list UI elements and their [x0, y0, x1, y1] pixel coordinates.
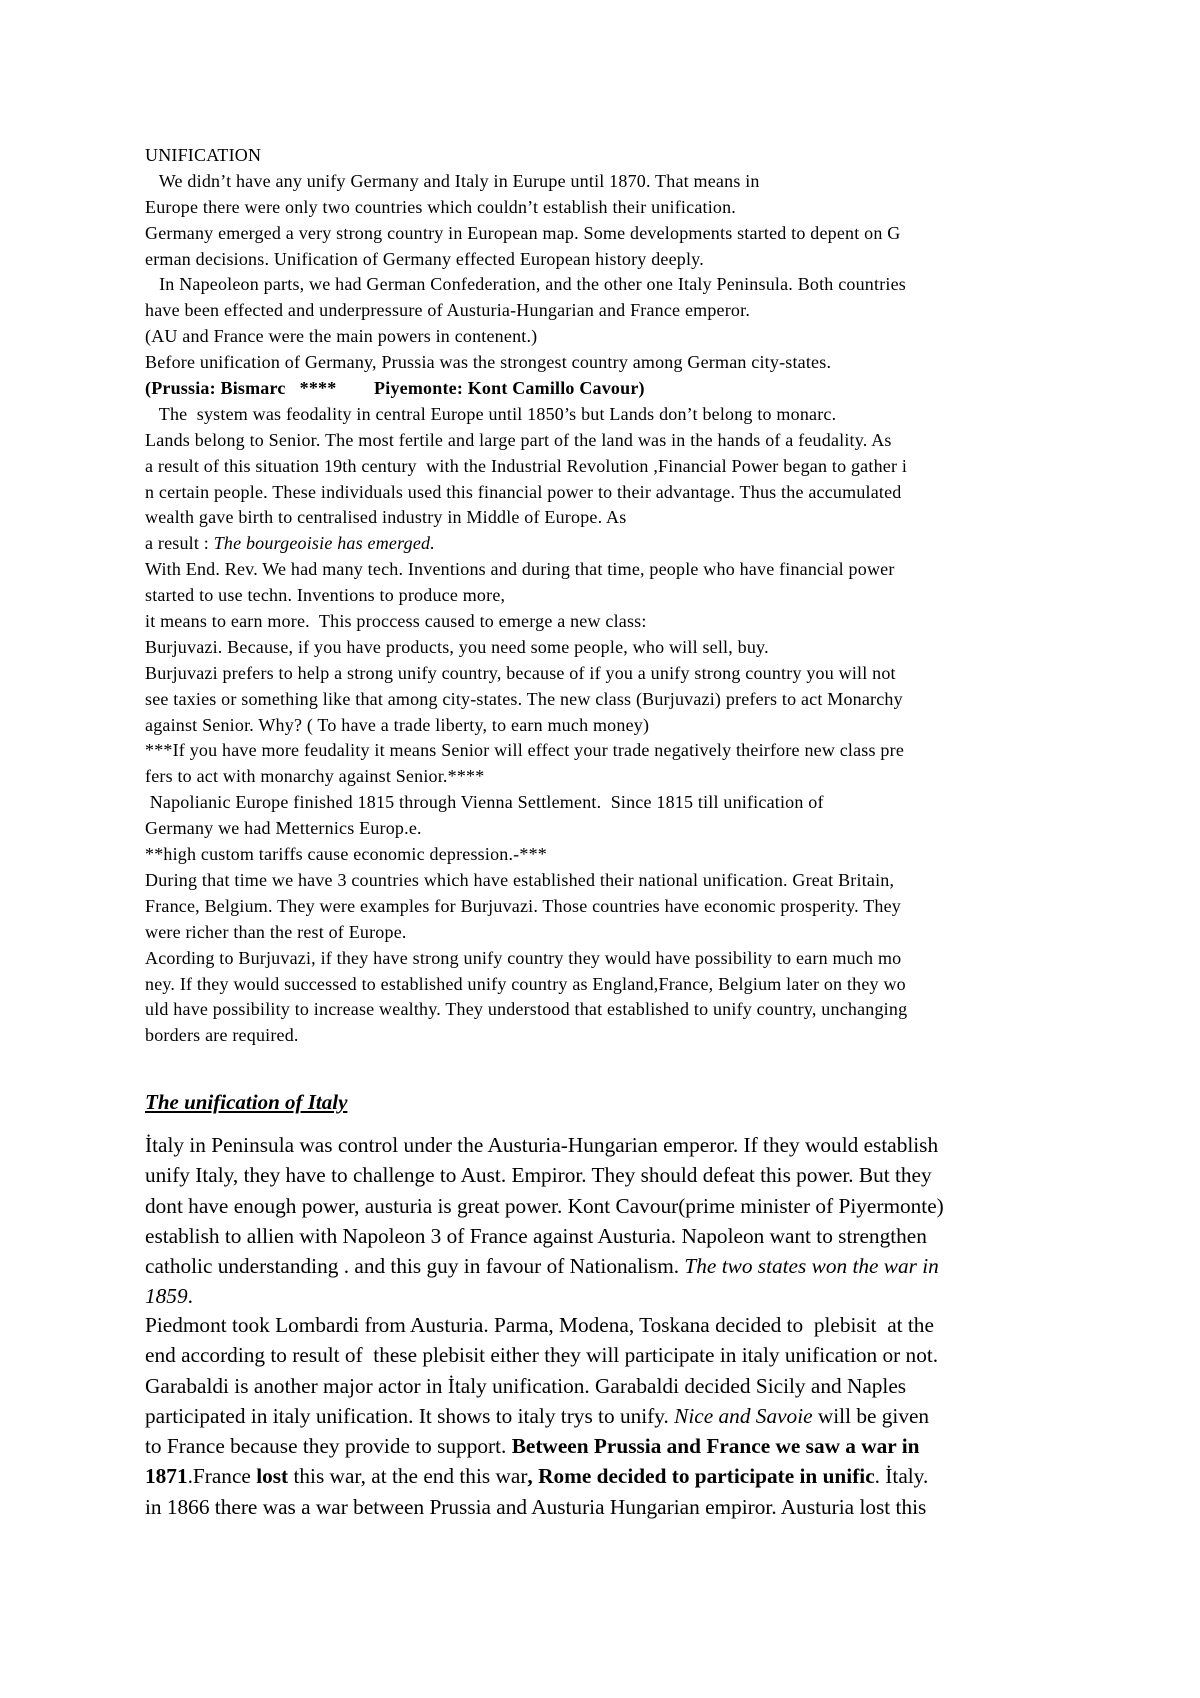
- italy-paragraph-1: [145, 1130, 1085, 1312]
- text-line: Burjuvazi prefers to help a strong unify country, because of if you a unify strong country you will not: [145, 662, 896, 683]
- text-segment: this war, at the end this war: [288, 1464, 528, 1489]
- burjuvazi-lines: [145, 557, 1075, 1049]
- bold-segment: , Rome decided to participate in unific: [527, 1464, 875, 1489]
- text-line: fers to act with monarchy against Senior.****: [145, 766, 485, 787]
- text-line: **high custom tariffs cause economic depression.-***: [145, 844, 547, 865]
- text-line: Before unification of Germany, Prussia was the strongest country among German city-states.: [145, 352, 832, 373]
- result-prefix: a result :: [145, 533, 214, 554]
- text-segment: will be given: [812, 1403, 930, 1428]
- text-segment: catholic understanding . and this guy in favour of Nationalism.: [145, 1254, 685, 1279]
- text-line: started to use techn. Inventions to produce more,: [145, 585, 506, 606]
- text-line: establish to allien with Napoleon 3 of France against Austuria. Napoleon want to strengthen: [145, 1223, 927, 1248]
- unification-section: [145, 143, 1075, 1049]
- text-line: We didn’t have any unify Germany and Italy in Eurupe until 1870. That means in: [145, 170, 760, 191]
- text-line: end according to result of these plebisit either they will participate in italy unification or not.: [145, 1343, 939, 1368]
- text-line: In Napeoleon parts, we had German Confederation, and the other one Italy Peninsula. Both countries: [145, 274, 906, 295]
- text-line: Germany we had Metternics Europ.e.: [145, 818, 422, 839]
- text-segment: .: [187, 1284, 193, 1309]
- text-line: Napolianic Europe finished 1815 through Vienna Settlement. Since 1815 till unification of: [145, 792, 824, 813]
- text-line: [145, 1401, 1085, 1431]
- text-line: against Senior. Why? ( To have a trade liberty, to earn much money): [145, 714, 650, 735]
- result-line: [145, 531, 1075, 557]
- text-line: Burjuvazi. Because, if you have products, you need some people, who will sell, buy.: [145, 636, 769, 657]
- text-line: dont have enough power, austuria is great power. Kont Cavour(prime minister of Piyermonte): [145, 1193, 944, 1218]
- text-line: borders are required.: [145, 1025, 299, 1046]
- text-line: [145, 1251, 1085, 1281]
- text-line: wealth gave birth to centralised industry in Middle of Europe. As: [145, 507, 627, 528]
- text-line: a result of this situation 19th century with the Industrial Revolution ,Financial Power began to gather i: [145, 455, 908, 476]
- text-line: n certain people. These individuals used this financial power to their advantage. Thus the accumulated: [145, 481, 902, 502]
- text-segment: . İtaly.: [874, 1464, 929, 1489]
- leaders-line: (Prussia: Bismarc **** Piyemonte: Kont Camillo Cavour): [145, 378, 645, 399]
- text-line: ney. If they would successed to established unify country as England,France, Belgium later on they wo: [145, 973, 906, 994]
- text-line: in 1866 there was a war between Prussia and Austuria Hungarian empiror. Austuria lost this: [145, 1494, 927, 1519]
- emphasis-segment: The two states won the war in: [684, 1254, 939, 1279]
- text-line: unify Italy, they have to challenge to Aust. Empiror. They should defeat this power. But they: [145, 1163, 932, 1188]
- text-line: During that time we have 3 countries which have established their national unification. Great Britain,: [145, 869, 895, 890]
- text-segment: .France: [187, 1464, 257, 1489]
- text-line: Piedmont took Lombardi from Austuria. Parma, Modena, Toskana decided to plebisit at the: [145, 1313, 934, 1337]
- intro-lines: [145, 169, 1075, 376]
- text-line: it means to earn more. This proccess caused to emerge a new class:: [145, 611, 647, 632]
- text-line: [145, 1431, 1085, 1461]
- text-segment: participated in italy unification. It shows to italy trys to unify.: [145, 1403, 675, 1428]
- text-line: ***If you have more feudality it means Senior will effect your trade negatively theirfore new class pre: [145, 740, 905, 761]
- italy-heading: The unification of Italy: [145, 1090, 348, 1114]
- emphasis-segment: Nice and Savoie: [674, 1403, 813, 1428]
- text-line: were richer than the rest of Europe.: [145, 921, 407, 942]
- text-line: Acording to Burjuvazi, if they have strong unify country they would have possibility to earn much mo: [145, 947, 902, 968]
- result-emphasis: The bourgeoisie has emerged.: [213, 533, 435, 554]
- text-line: Garabaldi is another major actor in İtaly unification. Garabaldi decided Sicily and Naples: [145, 1373, 907, 1398]
- section-title: UNIFICATION: [145, 145, 262, 165]
- text-line: The system was feodality in central Europe until 1850’s but Lands don’t belong to monarc.: [145, 403, 837, 424]
- text-line: Germany emerged a very strong country in European map. Some developments started to depent on G: [145, 222, 901, 243]
- text-line: erman decisions. Unification of Germany effected European history deeply.: [145, 248, 704, 269]
- feudality-lines: [145, 402, 1075, 531]
- text-segment: to France because they provide to support.: [145, 1434, 512, 1459]
- text-line: (AU and France were the main powers in contenent.): [145, 326, 538, 347]
- text-line: see taxies or something like that among city-states. The new class (Burjuvazi) prefers to act Monarchy: [145, 688, 903, 709]
- text-line: [145, 1461, 1085, 1491]
- text-line: With End. Rev. We had many tech. Inventions and during that time, people who have financial power: [145, 559, 895, 580]
- bold-segment: 1871: [145, 1464, 188, 1489]
- bold-segment: Between Prussia and France we saw a war in: [511, 1434, 920, 1459]
- text-line: uld have possibility to increase wealthy. They understood that established to unify country, unchanging: [145, 999, 908, 1020]
- emphasis-segment: 1859: [145, 1284, 188, 1309]
- text-line: İtaly in Peninsula was control under the Austuria-Hungarian emperor. If they would establish: [145, 1133, 939, 1157]
- text-line: Lands belong to Senior. The most fertile and large part of the land was in the hands of a feudality. As: [145, 429, 892, 450]
- italy-paragraph-2: [145, 1310, 1085, 1522]
- text-line: [145, 1281, 1085, 1311]
- bold-segment: lost: [256, 1464, 289, 1489]
- text-line: Europe there were only two countries which couldn’t establish their unification.: [145, 196, 737, 217]
- text-line: France, Belgium. They were examples for Burjuvazi. Those countries have economic prosperity. They: [145, 895, 902, 916]
- text-line: have been effected and underpressure of Austuria-Hungarian and France emperor.: [145, 300, 751, 321]
